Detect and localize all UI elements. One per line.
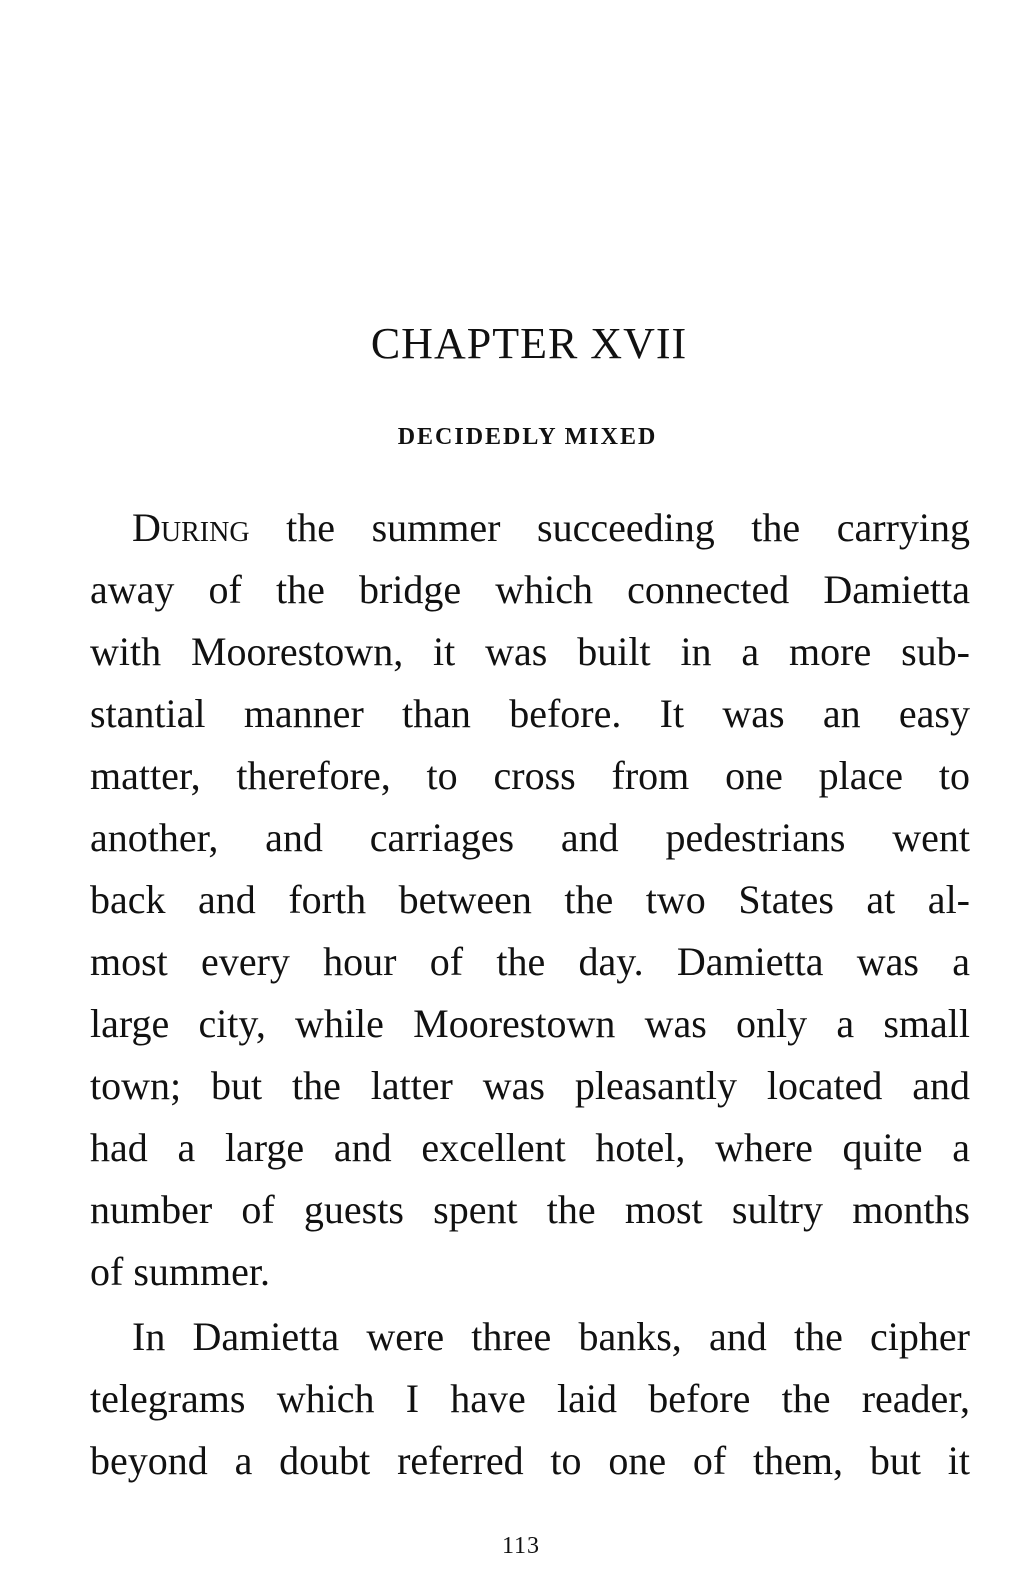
text-line: away of the bridge which connected Damietta: [90, 567, 970, 612]
page-number: 113: [501, 1533, 541, 1559]
text-line: back and forth between the two States at al-: [90, 877, 970, 922]
text-line: beyond a doubt referred to one of them, but it: [90, 1438, 970, 1483]
text-line: with Moorestown, it was built in a more sub-: [90, 629, 970, 674]
chapter-subtitle: DECIDEDLY MIXED: [397, 424, 658, 450]
paragraph-2: [90, 1306, 970, 1492]
text-line: telegrams which I have laid before the reader,: [90, 1376, 970, 1421]
text-line: [90, 497, 970, 559]
text-line: town; but the latter was pleasantly located and: [90, 1063, 970, 1108]
text-line: number of guests spent the most sultry months: [90, 1187, 970, 1232]
chapter-title: CHAPTER XVII: [370, 319, 688, 368]
text-line: of summer.: [90, 1249, 270, 1294]
dropcap-word: During: [132, 505, 250, 550]
paragraph-1: [90, 497, 970, 1303]
text-line: In Damietta were three banks, and the cipher: [132, 1314, 970, 1359]
text-line: had a large and excellent hotel, where quite a: [90, 1125, 970, 1170]
text-line-content: the summer succeeding the carrying: [249, 505, 970, 550]
text-line: large city, while Moorestown was only a small: [90, 1001, 970, 1046]
text-line: matter, therefore, to cross from one place to: [90, 753, 970, 798]
text-line: stantial manner than before. It was an easy: [90, 691, 970, 736]
text-line: another, and carriages and pedestrians went: [90, 815, 970, 860]
text-line: most every hour of the day. Damietta was a: [90, 939, 970, 984]
